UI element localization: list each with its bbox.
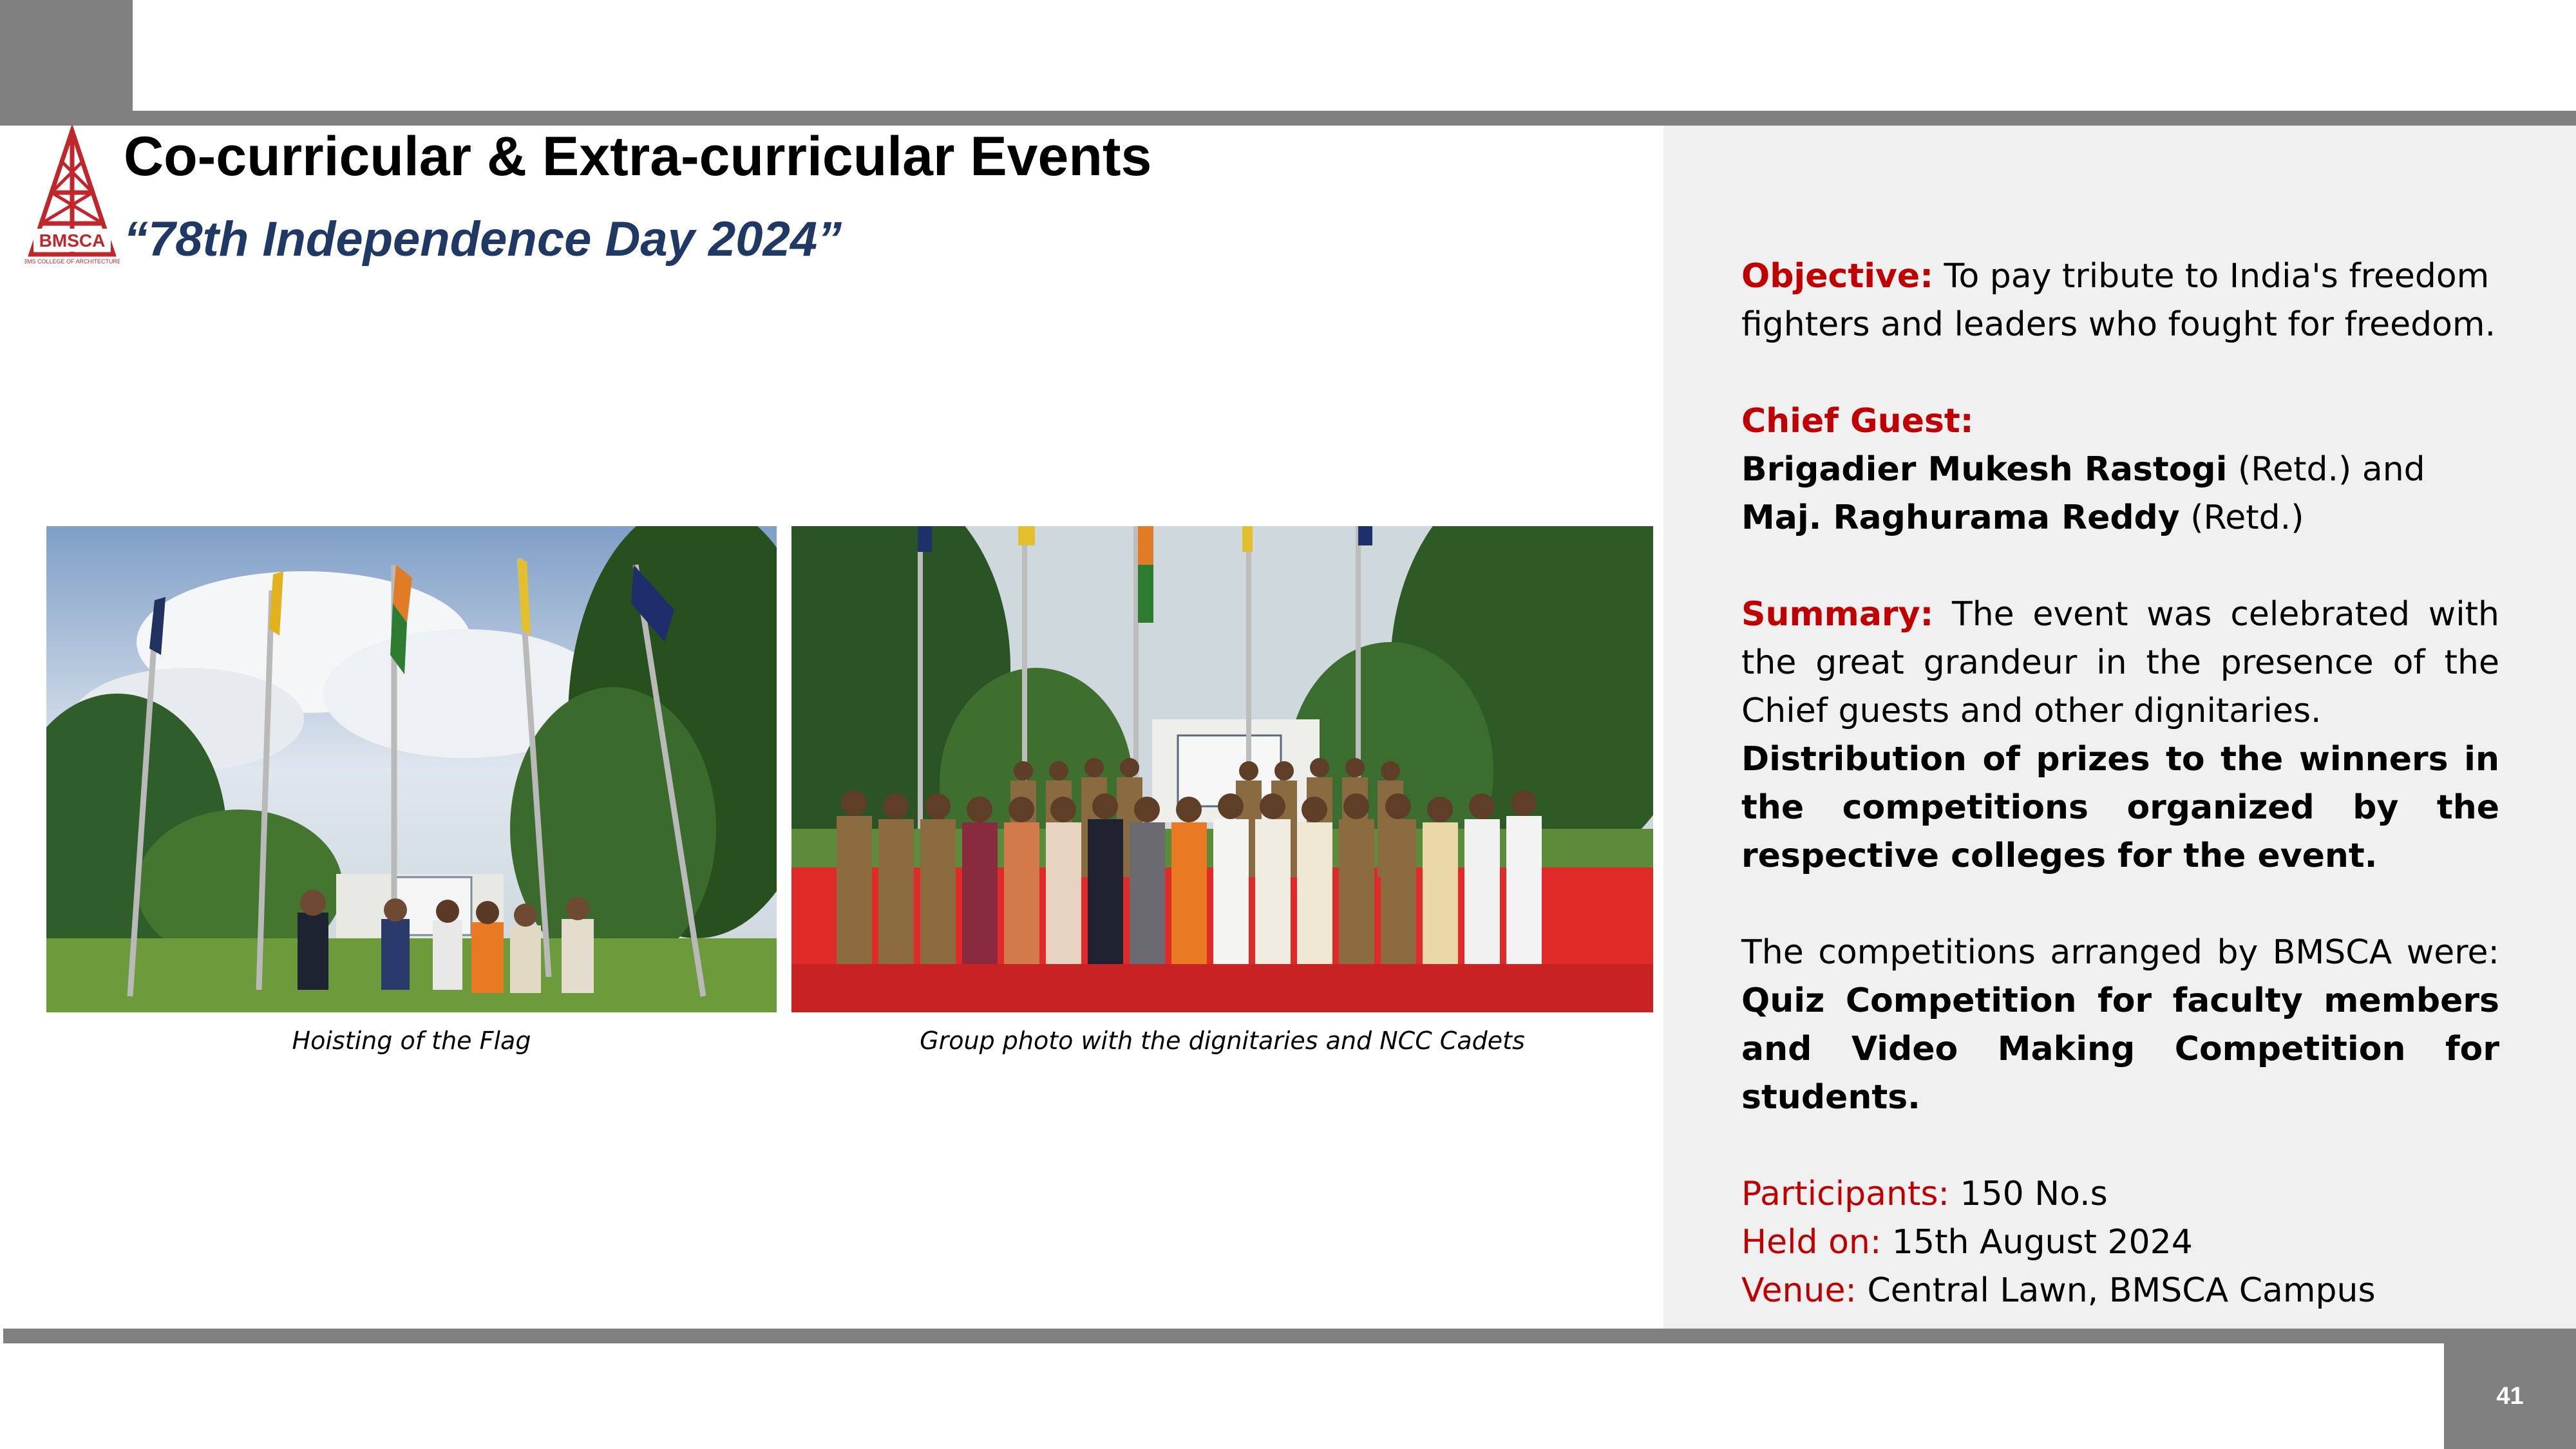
photo-caption-flag: Hoisting of the Flag (292, 1027, 531, 1055)
event-details (1741, 252, 2499, 1315)
objective-text: To pay tribute to India's freedom fighters and leaders who fought for freedom. (1741, 257, 2496, 344)
flag-hoisting-photo (46, 526, 777, 1012)
logo-text: BMSCA (39, 231, 106, 251)
guest2-suffix: (Retd.) (2179, 498, 2304, 537)
top-corner-block (0, 0, 133, 126)
summary-text: The event was celebrated with the great grandeur in the presence of the Chief guests and other dignitaries. (1741, 595, 2499, 730)
group-photo (791, 526, 1653, 1012)
guest2-name: Maj. Raghurama Reddy (1741, 498, 2180, 537)
summary-paragraph (1741, 591, 2499, 735)
chief-guest-label: Chief Guest: (1741, 402, 1974, 440)
objective-paragraph (1741, 252, 2499, 349)
chief-guest-2 (1741, 494, 2499, 542)
venue-label: Venue: (1741, 1271, 1857, 1310)
held-on-label: Held on: (1741, 1223, 1882, 1262)
participants-value: 150 No.s (1949, 1175, 2108, 1213)
competitions-list: Quiz Competition for faculty members and Video Making Competition for students. (1741, 981, 2499, 1117)
top-divider-bar (0, 111, 2576, 126)
event-subtitle: “78th Independence Day 2024” (124, 212, 842, 267)
venue-line (1741, 1267, 2499, 1315)
page-title: Co-curricular & Extra-curricular Events (124, 126, 1152, 187)
chief-guest-1 (1741, 446, 2499, 494)
logo-subtext: BMS COLLEGE OF ARCHITECTURE (24, 258, 120, 265)
competitions-intro: The competitions arranged by BMSCA were: (1741, 933, 2499, 972)
participants-line (1741, 1170, 2499, 1218)
photo-caption-group: Group photo with the dignitaries and NCC Cadets (920, 1027, 1525, 1055)
participants-label: Participants: (1741, 1175, 1949, 1213)
held-on-line (1741, 1218, 2499, 1267)
guest1-name: Brigadier Mukesh Rastogi (1741, 450, 2228, 489)
held-on-value: 15th August 2024 (1881, 1223, 2193, 1262)
competitions-paragraph (1741, 929, 2499, 1122)
bmsca-logo (24, 126, 120, 267)
summary-prizes: Distribution of prizes to the winners in the competitions organized by the respective colleges for the event. (1741, 740, 2499, 875)
page-number: 41 (2444, 1343, 2576, 1449)
venue-value: Central Lawn, BMSCA Campus (1856, 1271, 2376, 1310)
guest1-suffix: (Retd.) and (2227, 450, 2425, 489)
bottom-divider-bar (3, 1329, 2576, 1343)
summary-label: Summary: (1741, 595, 1934, 634)
objective-label: Objective: (1741, 257, 1933, 296)
